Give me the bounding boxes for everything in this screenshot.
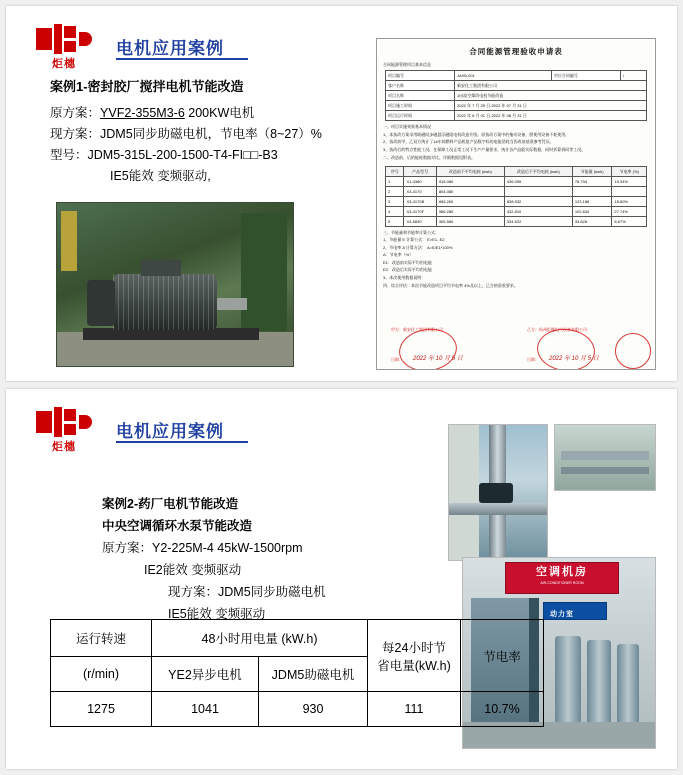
- cert-right-sign-label: 乙方：杭州炬橞电气设备有限公司: [527, 327, 587, 332]
- table-row: [386, 216, 647, 226]
- cert-row-3-label: 项目施工时间: [386, 101, 455, 111]
- cert-info-table: [385, 70, 647, 121]
- cert-td-2-2: 896.260: [436, 196, 504, 206]
- th-speed: 运行转速: [51, 620, 152, 657]
- cert-formula-0: 1、节能量 E 计算公式： E=E1- E2: [383, 237, 445, 242]
- cert-td-3-5: 27.74%: [612, 206, 647, 216]
- logo-text: 炬橞: [52, 58, 76, 70]
- slide2-line-2: IE2能效 变频驱动: [144, 563, 242, 577]
- cert-td-4-2: 305.580: [436, 216, 504, 226]
- wall-pipe-lower: [561, 467, 649, 474]
- slide2-title: 电机应用案例: [116, 422, 224, 441]
- cert-td-3-1: X3-4170F: [404, 206, 436, 216]
- cert-section-2: [377, 121, 655, 166]
- wall-pipe-upper: [561, 451, 649, 460]
- cert-td-1-4: [572, 186, 612, 196]
- logo-text-2: 炬橞: [52, 441, 76, 453]
- cert-section-1: 合同能源管理项目基本信息: [383, 62, 431, 67]
- motor-fan-cover: [87, 280, 115, 326]
- cert-row-4-v1: 2022 年 8 月 01 日-2022 年 08 月 31 日: [455, 111, 647, 121]
- table-row: [51, 692, 544, 727]
- th-24h-saving: [368, 620, 461, 692]
- cert-formula-block: [377, 227, 655, 294]
- slide1-title-underline: [116, 58, 248, 60]
- slide1-line-2: 现方案：JDM5同步助磁电机，节电率（8~27）%: [50, 127, 322, 141]
- horizontal-pipe: [449, 503, 547, 515]
- motor-photo: [56, 202, 294, 367]
- cert-note-0: 1、本技改方案采用助磁同步磁悬浮磁阻电机改造升级。原技改方案中的拖动设备，照使用设备不耗使用。: [383, 131, 570, 137]
- cert-td-4-4: 33.828: [572, 216, 612, 226]
- cert-date-label-left: 日期：: [391, 357, 403, 362]
- table-row: [386, 91, 647, 101]
- cert-row-2-label: 项目名称: [386, 91, 455, 101]
- slide2-text-block: [102, 493, 432, 625]
- motor-terminal-box: [141, 260, 181, 276]
- slide1-line-1-tail: 200KW电机: [184, 106, 255, 120]
- power-room-sign: [543, 602, 607, 620]
- slide2-heading-1: 案例2-药厂电机节能改造: [102, 497, 239, 511]
- cert-td-4-1: X4-5830: [404, 216, 436, 226]
- td-ye2-value: 1041: [152, 692, 259, 727]
- cert-td-4-3: 334.622: [504, 216, 572, 226]
- slide1-line-3: 型号：JDM5-315L-200-1500-T4-FI□□-B3: [50, 148, 278, 162]
- cert-td-1-0: 2: [386, 186, 404, 196]
- cert-formula-1: 2、节电率 A 计算方法： A=E/E1*100%: [383, 244, 453, 250]
- room-sign-sub-text: AIR-CONDITIONER ROOM: [540, 581, 584, 585]
- cert-formula-3: E1：改造前实际平均用电能: [383, 259, 432, 265]
- slide-motor-case-2: [6, 389, 677, 769]
- slide-motor-case-1: [6, 6, 677, 381]
- cert-th-2: 改造前不平均电耗 (kwh): [436, 166, 504, 176]
- company-logo-2: [28, 407, 100, 459]
- th-ye2-motor: YE2异步电机: [152, 657, 259, 692]
- cert-row-0-label: 项目编号: [386, 71, 455, 81]
- cert-th-1: 产品型号: [404, 166, 436, 176]
- th-24h-saving-line2: 省电量(kW.h): [377, 658, 451, 673]
- cert-td-0-4: 78.794: [572, 176, 612, 186]
- cert-row-1-v1: 新安化工集团有限公司: [455, 81, 647, 91]
- cert-row-0-v1: JAH5-001: [455, 71, 552, 81]
- table-row: [386, 71, 647, 81]
- cert-date-right: 2022 年 10 月 5 日: [549, 356, 599, 362]
- cert-formula-4: E2：改造后实际平均用电能: [383, 267, 432, 272]
- table-row: [386, 111, 647, 121]
- tank-2: [587, 640, 611, 728]
- slide1-line-1-model: YVF2-355M3-6: [100, 106, 185, 120]
- th-rpm-unit: (r/min): [51, 657, 152, 692]
- cert-row-0-label2: 对应合同编号: [551, 71, 620, 81]
- slide1-line-1: [50, 103, 350, 124]
- cert-td-1-5: [612, 186, 647, 196]
- cert-section-3: 二、改造前、后的能耗数据对比、详细数据见附表。: [383, 155, 475, 160]
- cert-formula-5: 3、本次使用数据说明：: [383, 274, 426, 280]
- cert-date-label-right: 日期：: [527, 357, 539, 362]
- th-jdm5-motor: JDM5助磁电机: [259, 657, 368, 692]
- table-row: [386, 196, 647, 206]
- cert-row-2-v1: 1㎡高空煤改电机节能改造: [455, 91, 647, 101]
- slide2-line-4: IE5能效 变频驱动: [168, 607, 266, 621]
- cert-th-4: 节能量 (kwh): [572, 166, 612, 176]
- energy-saving-data-table: [50, 619, 544, 727]
- slide1-text-block: [50, 76, 350, 187]
- td-saving-value: 111: [368, 692, 461, 727]
- table-row: [386, 186, 647, 196]
- slide2-line-1: 原方案：Y2-225M-4 45kW-1500rpm: [102, 541, 303, 555]
- cert-td-3-4: 102.634: [572, 206, 612, 216]
- cert-td-1-1: X3-4170: [404, 186, 436, 196]
- slide1-title: 电机应用案例: [116, 39, 224, 58]
- cert-data-table: [385, 166, 647, 227]
- cert-date-left: 2022 年 10 月 5 日: [413, 356, 463, 362]
- cert-td-2-4: 123.188: [572, 196, 612, 206]
- table-row: [386, 101, 647, 111]
- table-header-row-1: [51, 620, 544, 657]
- energy-contract-acceptance-form: [376, 38, 656, 370]
- cert-td-2-1: X3-4170B: [404, 196, 436, 206]
- logo-mark-icon: [36, 24, 92, 54]
- cert-td-1-2: 804.080: [436, 186, 504, 196]
- cert-row-4-label: 项目运行时间: [386, 111, 455, 121]
- th-48h-power: 48小时用电量 (kW.h): [152, 620, 368, 657]
- cert-td-3-3: 432.810: [504, 206, 572, 216]
- cert-note-2: 3、技改后的特点性能工况，在保障工况正常工况下生产产量要求，统计各产品能实际数据，同时折算到同等工况。: [383, 146, 586, 152]
- table-row: [386, 176, 647, 186]
- motor-cooling-fins: [113, 274, 217, 330]
- photo-yellow-post: [61, 211, 77, 271]
- logo-mark-icon-2: [36, 407, 92, 437]
- cert-td-2-3: 838.932: [504, 196, 572, 206]
- cert-row-1-label: 客户名称: [386, 81, 455, 91]
- slide1-line-4: IE5能效 变频驱动,: [110, 169, 211, 183]
- valve-body: [479, 483, 513, 503]
- td-rate-value: 10.7%: [461, 692, 544, 727]
- td-speed-value: 1275: [51, 692, 152, 727]
- cert-title: 合同能源管理验收申请表: [469, 47, 563, 56]
- cert-th-5: 节电率 (%): [612, 166, 647, 176]
- power-room-sign-text: 动力室: [550, 611, 574, 618]
- cert-note-1: 2、技改前甲、乙双方统计了1#车间燃料产品机组产品数字标的电能消耗当伪改前基准参考凭证。: [383, 139, 554, 144]
- th-saving-rate: 节电率: [461, 620, 544, 692]
- pipe-valve-photo: [448, 424, 548, 561]
- photo-background-panel: [241, 213, 287, 331]
- cert-td-0-3: 436.095: [504, 176, 572, 186]
- td-jdm5-value: 930: [259, 692, 368, 727]
- company-seal-extra: [615, 333, 651, 369]
- cert-td-3-0: 4: [386, 206, 404, 216]
- table-header-row: [386, 166, 647, 176]
- table-row: [386, 81, 647, 91]
- th-24h-saving-line1: 每24小时节: [382, 640, 446, 655]
- cert-conclusion: 四、综合评估：本次节能改造项目平均节电率 4%及以上，已合格验收要求。: [383, 283, 518, 288]
- slide2-line-3: 现方案：JDM5同步助磁电机: [168, 585, 326, 599]
- cert-td-2-5: 18.60%: [612, 196, 647, 206]
- slide1-heading: 案例1-密封胶厂搅拌电机节能改造: [50, 79, 244, 94]
- cert-td-3-2: 986.280: [436, 206, 504, 216]
- cert-td-0-0: 1: [386, 176, 404, 186]
- slide2-title-underline: [116, 441, 248, 443]
- company-logo: [28, 24, 100, 76]
- wall-pipe-photo: [554, 424, 656, 491]
- tank-3: [617, 644, 639, 728]
- slide2-heading-2: 中央空调循环水泵节能改造: [102, 519, 253, 533]
- pipe-photo-wall: [449, 425, 479, 560]
- cert-th-0: 序号: [386, 166, 404, 176]
- room-sign-main-text: 空调机房: [536, 566, 588, 578]
- room-sign-board: [505, 562, 619, 594]
- table-row: [386, 206, 647, 216]
- cert-td-4-0: 5: [386, 216, 404, 226]
- cert-td-2-0: 3: [386, 196, 404, 206]
- cert-td-1-3: [504, 186, 572, 196]
- cert-left-sign-label: 甲方：新安化工集团有限公司: [391, 327, 443, 332]
- motor-shaft: [217, 298, 247, 310]
- cert-th-3: 改造后不平均电耗 (kwh): [504, 166, 572, 176]
- cert-td-0-2: 916.080: [436, 176, 504, 186]
- cert-section-4: 三、节能量和节能率计算公式：: [383, 229, 439, 235]
- cert-row-0-v2: /: [620, 71, 646, 81]
- cert-td-0-1: X1-4380: [404, 176, 436, 186]
- cert-td-4-5: 8.67%: [612, 216, 647, 226]
- cert-formula-2: A：节电率（%）: [383, 252, 414, 257]
- cert-row-3-v1: 2022 年 7 月 25 日-2022 年 07 月 31 日: [455, 101, 647, 111]
- cert-td-0-5: 19.34%: [612, 176, 647, 186]
- tank-1: [555, 636, 581, 728]
- slide1-line-1-label: 原方案：: [50, 106, 101, 120]
- cert-section-2-title: 一、项目实施效果基本情况: [383, 124, 431, 129]
